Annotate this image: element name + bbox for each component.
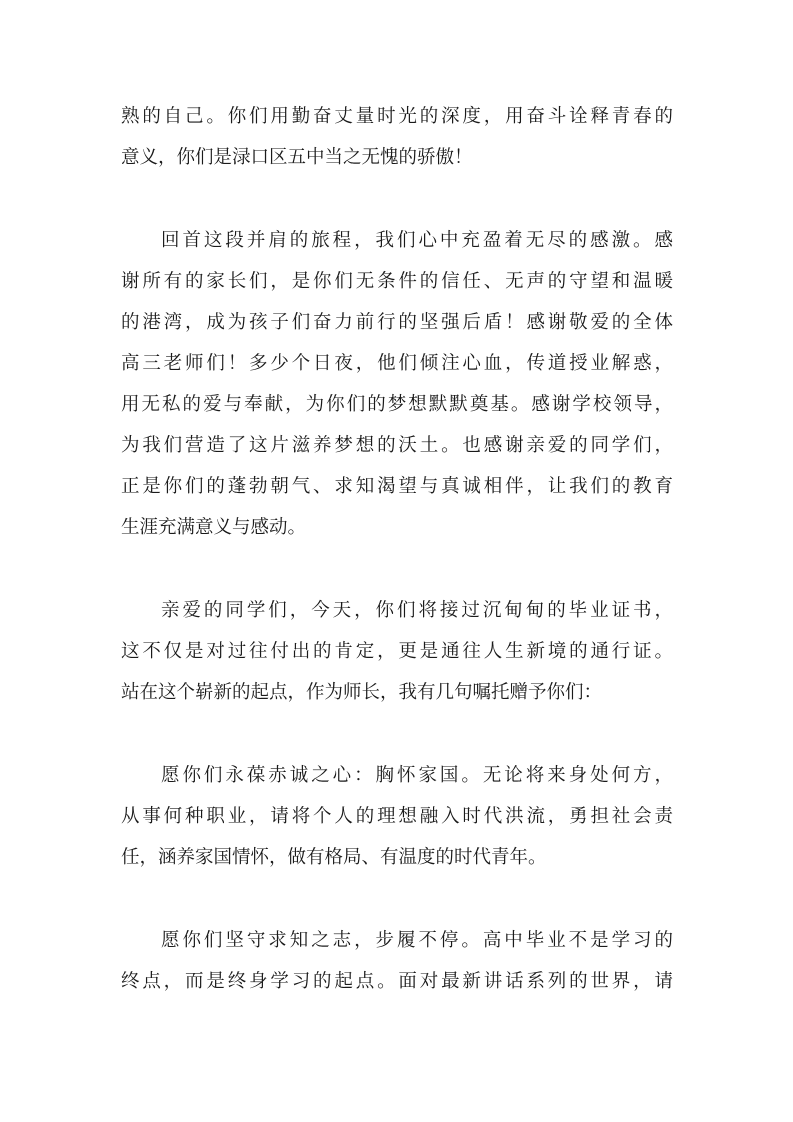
paragraph-1-line-2: 意义，你们是渌口区五中当之无愧的骄傲！ (121, 147, 473, 168)
paragraph-2-line-4: 高三老师们！多少个日夜，他们倾注心血，传道授业解惑， (121, 353, 673, 374)
paragraph-2-line-8: 生涯充满意义与感动。 (121, 517, 307, 538)
paragraph-4-line-2: 从事何种职业，请将个人的理想融入时代洪流，勇担社会责 (121, 806, 673, 827)
paragraph-2-line-2: 谢所有的家长们，是你们无条件的信任、无声的守望和温暖 (121, 271, 673, 292)
paragraph-2-line-3: 的港湾，成为孩子们奋力前行的坚强后盾！感谢敬爱的全体 (121, 312, 673, 333)
paragraph-2-line-5: 用无私的爱与奉献，为你们的梦想默默奠基。感谢学校领导， (121, 394, 673, 415)
paragraph-2-line-1: 回首这段并肩的旅程，我们心中充盈着无尽的感激。感 (161, 230, 673, 251)
paragraph-3-line-3: 站在这个崭新的起点，作为师长，我有几句嘱托赠予你们： (121, 682, 603, 703)
paragraph-4-line-3: 任，涵养家国情怀，做有格局、有温度的时代青年。 (121, 847, 547, 868)
paragraph-5-line-1: 愿你们坚守求知之志，步履不停。高中毕业不是学习的 (161, 930, 673, 951)
paragraph-4-line-1: 愿你们永葆赤诚之心：胸怀家国。无论将来身处何方， (161, 765, 673, 786)
paragraph-3-line-1: 亲爱的同学们，今天，你们将接过沉甸甸的毕业证书， (161, 600, 673, 621)
paragraph-2-line-6: 为我们营造了这片滋养梦想的沃土。也感谢亲爱的同学们， (121, 435, 673, 456)
paragraph-3-line-2: 这不仅是对过往付出的肯定，更是通往人生新境的通行证。 (121, 641, 673, 662)
paragraph-1-line-1: 熟的自己。你们用勤奋丈量时光的深度，用奋斗诠释青春的 (121, 106, 673, 127)
paragraph-2-line-7: 正是你们的蓬勃朝气、求知渴望与真诚相伴，让我们的教育 (121, 476, 673, 497)
paragraph-5-line-2: 终点，而是终身学习的起点。面对最新讲话系列的世界，请 (121, 971, 673, 992)
